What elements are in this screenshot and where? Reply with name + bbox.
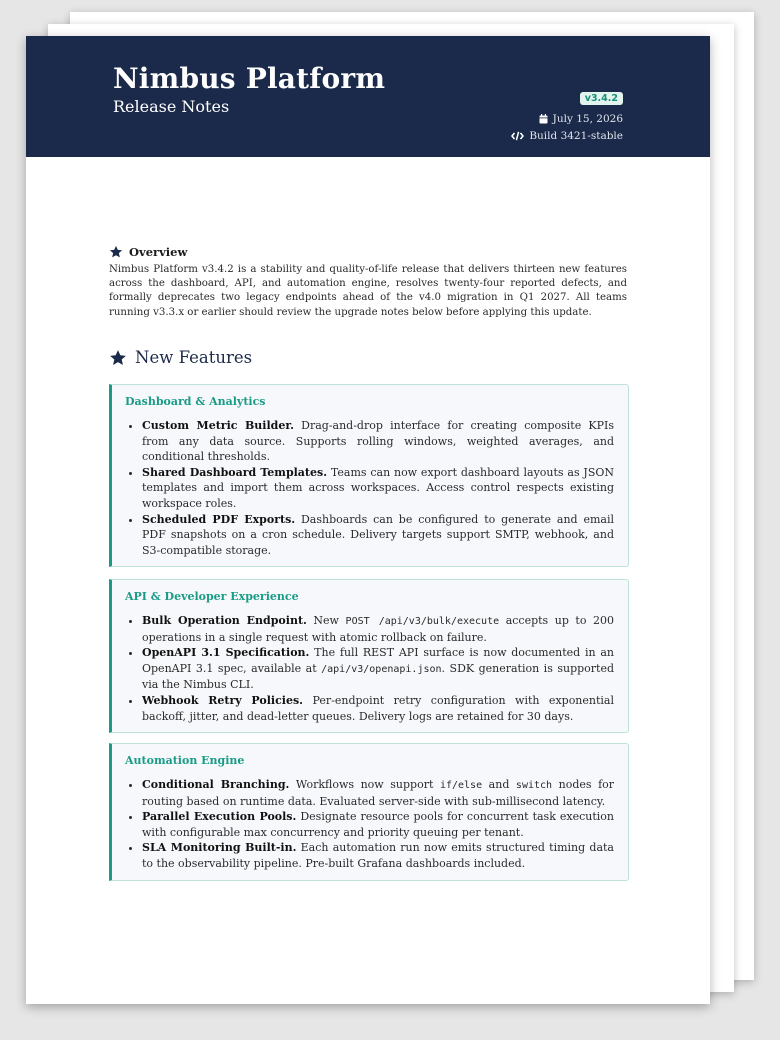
feature-item-prefix: Workflows now support xyxy=(295,778,434,791)
endpoint-code: /api/v3/openapi.json xyxy=(321,663,442,675)
build-text: Build 3421-stable xyxy=(529,130,623,142)
feature-item xyxy=(142,613,614,645)
overview-heading-text: Overview xyxy=(129,245,188,259)
feature-item xyxy=(142,777,614,809)
star-icon xyxy=(109,245,123,259)
feature-item xyxy=(142,693,614,724)
release-date xyxy=(511,113,623,125)
feature-item-title: Webhook Retry Policies. xyxy=(142,693,304,707)
feature-item xyxy=(142,418,614,465)
endpoint-code: POST /api/v3/bulk/execute xyxy=(345,616,500,627)
feature-group-title: Automation Engine xyxy=(125,754,245,767)
feature-group-card xyxy=(109,579,629,733)
feature-group-title: API & Developer Experience xyxy=(125,590,299,603)
feature-item-title: SLA Monitoring Built-in. xyxy=(142,841,297,855)
feature-item-desc: Each automation run now emits structured timing data to the observability pipeline. Pre-built Grafana dashboards included. xyxy=(142,841,614,870)
feature-item-title: Conditional Branching. xyxy=(142,778,290,791)
release-notes-page xyxy=(26,36,710,1004)
star-icon xyxy=(109,349,127,367)
feature-item-conjunction: and xyxy=(488,778,510,791)
code-keyword: if/else xyxy=(439,780,483,791)
feature-item-desc: Drag-and-drop interface for creating composite KPIs from any data source. Supports rolling windows, weighted averages, and conditional thresholds. xyxy=(142,419,615,464)
feature-item-title: Scheduled PDF Exports. xyxy=(142,512,296,526)
feature-item-desc: Dashboards can be configured to generate and email PDF snapshots on a cron schedule. Delivery targets support SMTP, webhook, and S3-compatible storage. xyxy=(142,512,614,557)
feature-item-desc: Teams can now export dashboard layouts as JSON templates and import them across workspaces. Access control respects existing workspace roles. xyxy=(142,465,615,510)
feature-group-card xyxy=(109,743,629,881)
feature-item-prefix: The full REST API surface is now documented in an OpenAPI 3.1 spec, available at xyxy=(142,646,614,675)
feature-group-card xyxy=(109,384,629,567)
overview-text: Nimbus Platform v3.4.2 is a stability and quality-of-life release that delivers thirteen new features across the dashboard, API, and automation engine, resolves twenty-four reported defects, and formally deprecates two legacy endpoints ahead of the v4.0 migration in Q1 2027. All teams running v3.3.x or earlier should review the upgrade notes below before applying this update. xyxy=(109,264,627,318)
calendar-icon xyxy=(539,114,548,124)
feature-item-title: Custom Metric Builder. xyxy=(142,419,294,432)
release-meta xyxy=(511,86,623,142)
feature-item xyxy=(142,512,614,559)
header-banner xyxy=(26,36,710,157)
feature-item-desc: . SDK generation is supported via the Nimbus CLI. xyxy=(142,661,615,692)
overview-heading xyxy=(109,245,627,259)
feature-item-desc: Designate resource pools for concurrent task execution with configurable max concurrency and priority queuing per tenant. xyxy=(142,810,614,839)
release-date-text: July 15, 2026 xyxy=(552,113,623,125)
feature-item-title: Bulk Operation Endpoint. xyxy=(142,614,307,627)
feature-group-title: Dashboard & Analytics xyxy=(125,395,266,408)
page-subtitle: Release Notes xyxy=(113,97,230,116)
new-features-heading xyxy=(109,348,252,367)
feature-item-prefix: New xyxy=(313,614,339,627)
overview-section xyxy=(109,245,627,320)
feature-item xyxy=(142,809,614,840)
new-features-heading-text: New Features xyxy=(135,348,253,367)
code-keyword: switch xyxy=(515,780,553,791)
feature-item-title: Parallel Execution Pools. xyxy=(142,810,297,824)
feature-list xyxy=(112,613,628,724)
version-badge: v3.4.2 xyxy=(580,92,623,105)
feature-item-title: OpenAPI 3.1 Specification. xyxy=(142,646,310,660)
feature-item-desc: accepts up to 200 operations in a single request with atomic rollback on failure. xyxy=(142,614,615,644)
build-info xyxy=(511,130,623,142)
feature-item xyxy=(142,840,614,871)
feature-item xyxy=(142,465,614,512)
feature-item-desc: nodes for routing based on runtime data. Evaluated server-side with sub-millisecond latency. xyxy=(142,778,615,808)
feature-item-title: Shared Dashboard Templates. xyxy=(142,465,328,479)
feature-list xyxy=(112,777,628,872)
feature-item-desc: Per-endpoint retry configuration with exponential backoff, jitter, and dead-letter queues. Delivery logs are retained for 30 days. xyxy=(142,693,615,723)
feature-item xyxy=(142,645,614,693)
page-title: Nimbus Platform xyxy=(113,62,386,95)
code-icon xyxy=(511,131,524,141)
feature-list xyxy=(112,418,628,558)
